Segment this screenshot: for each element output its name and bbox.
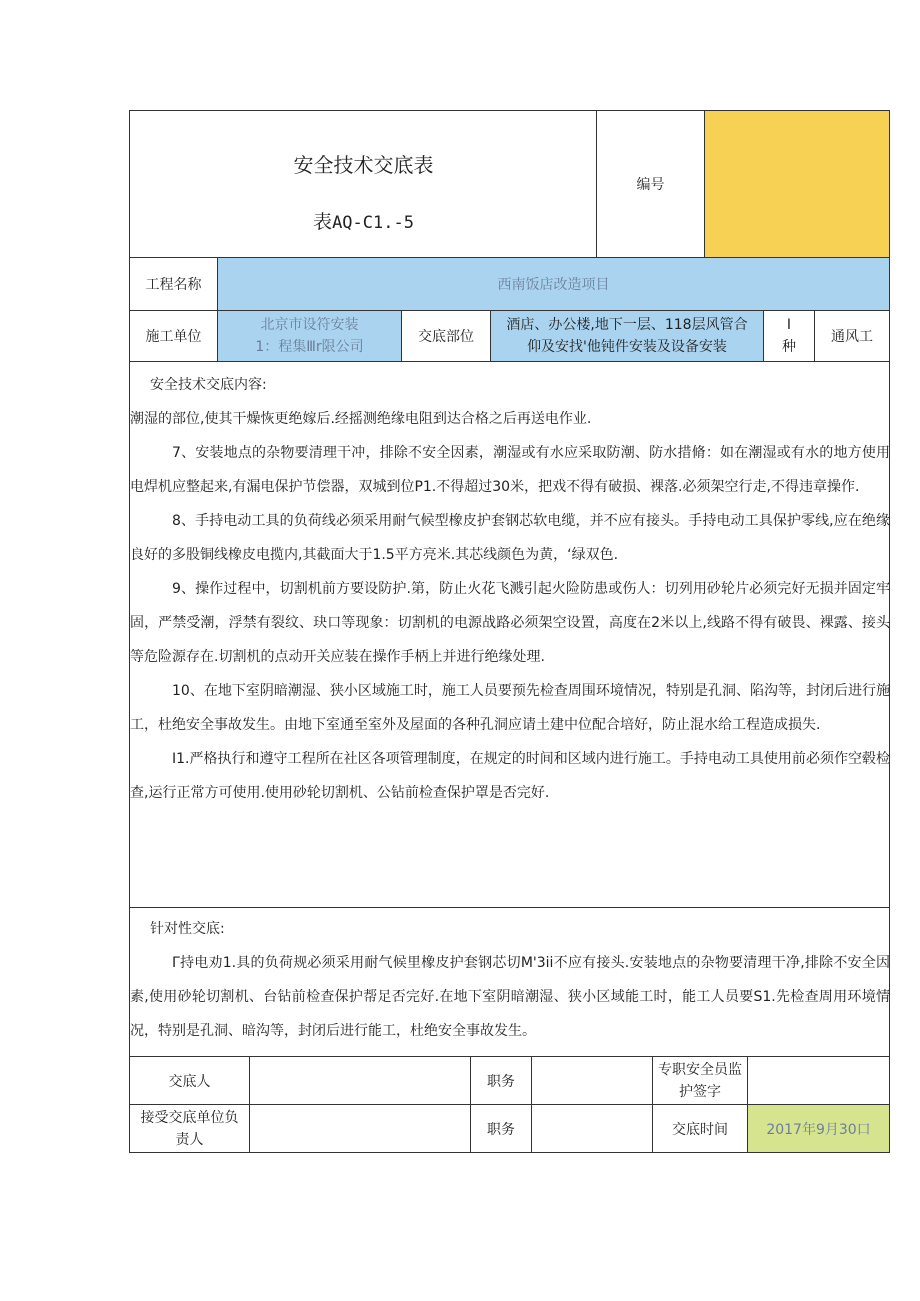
unit-value-line1: 北京市设符安装 [260,317,359,333]
type-value-text: 通风工 [831,329,873,345]
page-title: 安全技术交底表 [293,153,434,177]
discloser-field[interactable] [249,1056,471,1105]
unit-label-text: 施工单位 [145,329,202,345]
number-label [596,110,705,258]
content-section [129,361,890,908]
targeted-heading: 针对性交底: [150,921,225,937]
position-label-2-text: 职务 [487,1121,515,1138]
project-label-text: 工程名称 [145,277,202,293]
location-label [401,310,491,362]
safety-officer-label-line2: 护签字 [679,1083,721,1100]
location-value-line1: 酒店、办公楼,地下一层、118层风管合 [506,317,748,333]
safety-officer-label [652,1056,748,1105]
type-label-line2: 种 [782,339,796,355]
project-label [129,257,218,311]
position-label-1-text: 职务 [487,1073,515,1090]
location-label-text: 交底部位 [418,329,474,345]
title-cell [129,110,597,258]
receiver-field[interactable] [249,1104,471,1153]
targeted-paragraph: Γ持电劝1.具的负荷规必须采用耐气候里橡皮护套钢芯切M'3ii不应有接头.安装地点的杂物要清理干净,排除不安全因素,使用砂轮切割机、台钻前检查保护帮足否完好.在地下室阴暗潮湿、狭小区域能工时，能工人员要S1.先检查周用环境情况，特别是孔洞、暗沟等，封闭后进行能工，杜绝安全事故发生。 [130,955,890,1039]
type-label [763,310,815,362]
project-value-field[interactable] [217,257,890,311]
unit-label [129,310,218,362]
position-label-1 [470,1056,532,1105]
content-heading: 安全技术交底内容: [150,377,267,393]
type-value-field[interactable] [814,310,890,362]
number-value-field[interactable] [704,110,890,258]
form-code-prefix: 表 [313,211,333,233]
content-paragraph: 潮湿的部位,使其干燥恢更绝嫁后.经摇测绝缘电阻到达合格之后再送电作业. [130,411,592,427]
unit-value-field[interactable] [217,310,402,362]
unit-value-line2: 1：程集Ⅲr限公司 [255,339,364,355]
time-field[interactable] [747,1104,890,1153]
content-paragraph: 8、手持电动工具的负荷线必须采用耐气候型橡皮护套钢芯软电缆，并不应有接头。手持电动工具保护零线,应在绝缘良好的多股铜线橡皮电揽内,其截面大于1.5平方亮米.其芯线颜色为黄，‘绿双色. [130,513,890,563]
time-label-text: 交底时间 [672,1121,728,1138]
targeted-text [130,912,890,1048]
safety-officer-label-line1: 专职安全员监 [658,1061,742,1078]
discloser-label-text: 交底人 [168,1073,211,1090]
receiver-label [129,1104,250,1153]
content-paragraph: 10、在地下室阴暗潮湿、狭小区域施工时，施工人员要预先检查周围环境情况，特别是孔洞、陷沟等，封闭后进行施工，杜绝安全事故发生。由地下室通至室外及屋面的各种孔洞应请土建中位配合培好，防止混水给工程造成损失. [130,683,890,733]
discloser-label [129,1056,250,1105]
receiver-label-line1: 接受交底单位负 [140,1109,239,1126]
receiver-label-line2: 责人 [175,1131,204,1148]
project-value-text: 西南饭店改造项目 [497,277,610,293]
safety-officer-field[interactable] [747,1056,890,1105]
targeted-section [129,907,890,1057]
position-field-2[interactable] [531,1104,653,1153]
number-label-text: 编号 [636,177,665,193]
content-paragraph: 9、操作过程中，切割机前方要设防护.第，防止火花飞溅引起火险防患或伤人：切列用砂轮片必须完好无损并固定牢固，严禁受潮，浮禁有裂纹、玦口等现象：切割机的电源战路必须架空设置，高度在2米以上,线路不得有破畏、裸露、接头等危险源存在.切割机的点动开关应装在操作手柄上并进行绝缘处理. [130,581,890,665]
position-label-2 [470,1104,532,1153]
time-value-text: 2017年9月30口 [766,1121,871,1138]
time-label [652,1104,748,1153]
safety-disclosure-form [129,110,890,1153]
form-code [130,207,597,234]
form-code-value: AQ-C1.-5 [332,213,414,233]
position-field-1[interactable] [531,1056,653,1105]
type-label-line1: I [786,317,792,333]
location-value-line2: 仰及安找'他钝件安装及设备安装 [527,339,727,355]
content-paragraph: I1.严格执行和遵守工程所在社区各项管理制度，在规定的时间和区域内进行施工。手持电动工具使用前必须作空毂检查,运行正常方可使用.使用砂轮切割机、公钻前检查保护罩是否完好. [130,751,890,801]
content-paragraph: 7、安装地点的杂物要清理干冲，排除不安全因素，潮湿或有水应采取防潮、防水措脩：如在潮湿或有水的地方使用电焊机应整起来,有漏电保护节偿器，双城到位P1.不得超过30米，把戏不得有破损、裸落.必须架空行走,不得违章操作. [130,445,890,495]
location-value-field[interactable] [490,310,764,362]
content-text [130,368,890,810]
